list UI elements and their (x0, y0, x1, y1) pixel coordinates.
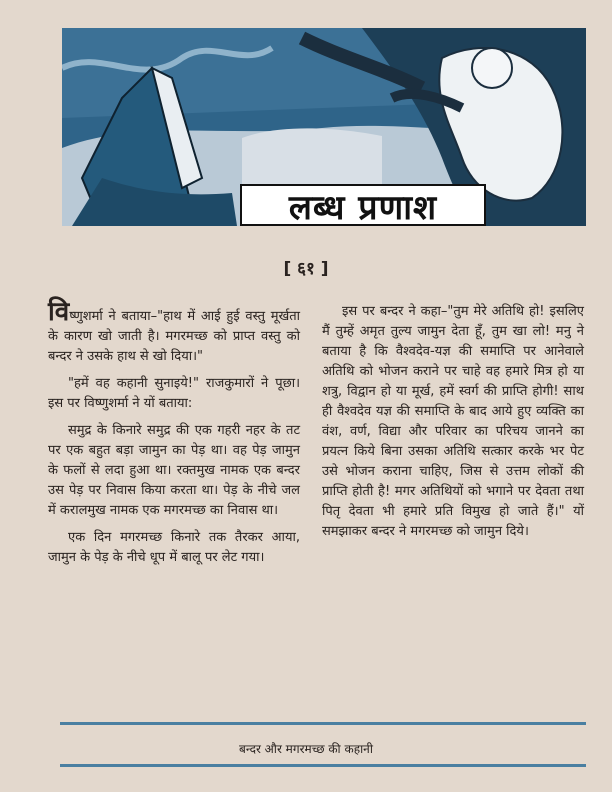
footer-caption: बन्दर और मगरमच्छ की कहानी (239, 742, 373, 756)
left-paragraph-2: "हमें वह कहानी सुनाइये!" राजकुमारों ने पूछा। इस पर विष्णुशर्मा ने यों बताया: (48, 376, 300, 411)
footer-rule-bottom (60, 764, 586, 767)
left-column (48, 297, 300, 575)
right-paragraph-1: इस पर बन्दर ने कहा–"तुम मेरे अतिथि हो! इसलिए मैं तुम्हें अमृत तुल्य जामुन देता हूँ, तुम खा लो! मनु ने बताया है कि वैश्वदेव-यज्ञ की समाप्ति पर आनेवाले अतिथि को भोजन कराने पर चाहे वह हमारे मित्र हो या शत्रु, विद्वान हो या मूर्ख, हमें स्वर्ग की प्राप्ति होगी! साथ ही वैश्वदेव यज्ञ की समाप्ति के बाद आये हुए व्यक्ति का वंश, वर्ण, विद्या और परिवार का परिचय जानने का प्रयत्न किये बिना उसका अतिथि सत्कार करके भर पेट उसे भोजन कराना चाहिए, जिस से उत्तम लोकों की प्राप्ति होती है! मगर अतिथियों को भगाने पर देवता तथा पितृ देवता भी हमारे प्रति विमुख हो जाते हैं।" यों समझाकर बन्दर ने मगरमच्छ को जामुन दिये। (322, 304, 584, 539)
title-box (240, 184, 486, 226)
left-paragraph-3: समुद्र के किनारे समुद्र की एक गहरी नहर के तट पर एक बहुत बड़ा जामुन का पेड़ था। वह पेड़ जामुन के फलों से लदा हुआ था। रक्तमुख नामक एक बन्दर उस पेड़ पर निवास किया करता था। पेड़ के नीचे जल में करालमुख नामक एक मगरमच्छ का निवास था। (48, 423, 300, 518)
footer-rule-top (60, 722, 586, 725)
left-paragraph-4: एक दिन मगरमच्छ किनारे तक तैरकर आया, जामुन के पेड़ के नीचे धूप में बालू पर लेट गया। (48, 530, 300, 565)
left-paragraph-1 (48, 297, 300, 367)
left-paragraph-1-text: ष्णुशर्मा ने बताया–"हाथ में आई हुई वस्तु मूर्खता के कारण खो जाती है। मगरमच्छ को प्राप्त वस्तु को बन्दर ने उसके हाथ से खो दिया।" (48, 309, 300, 364)
page-number: [ ६१ ] (283, 259, 329, 279)
dropcap: वि (48, 297, 70, 327)
story-title: लब्ध प्रणाश (288, 188, 438, 228)
right-column (322, 302, 584, 549)
